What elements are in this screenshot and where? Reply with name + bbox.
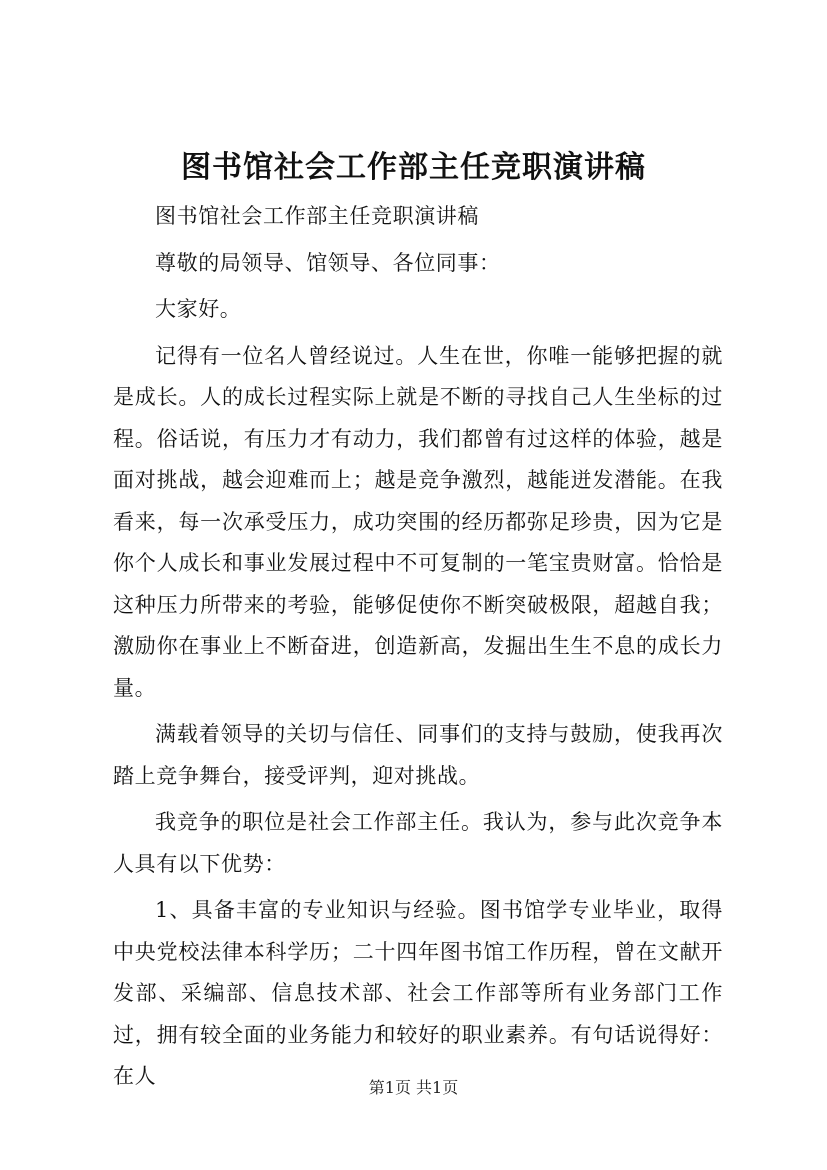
document-title: 图书馆社会工作部主任竞职演讲稿 (181, 150, 646, 185)
paragraph-salutation: 尊敬的局领导、馆领导、各位同事： (155, 250, 501, 275)
paragraph-greeting: 大家好。 (155, 297, 242, 321)
paragraph-body: 我竞争的职位是社会工作部主任。我认为，参与此次竞争本人具有以下优势： (113, 810, 723, 876)
page-footer: 第1页 共1页 (368, 1078, 459, 1097)
document-body (113, 196, 723, 1103)
paragraph-body: 记得有一位名人曾经说过。人生在世，你唯一能够把握的就是成长。人的成长过程实际上就是不断的寻找自己人生坐标的过程。俗话说，有压力才有动力，我们都曾有过这样的体验，越是面对挑战，越会迎难而上；越是竞争激烈，越能迸发潜能。在我看来，每一次承受压力，成功突围的经历都弥足珍贵，因为它是你个人成长和事业发展过程中不可复制的一笔宝贵财富。恰恰是这种压力所带来的考验，能够促使你不断突破极限，超越自我；激励你在事业上不断奋进，创造新高，发掘出生生不息的成长力量。 (113, 343, 723, 700)
paragraph-body: 满载着领导的关切与信任、同事们的支持与鼓励，使我再次踏上竞争舞台，接受评判，迎对挑战。 (113, 722, 723, 788)
paragraph-subtitle: 图书馆社会工作部主任竞职演讲稿 (155, 204, 479, 228)
paragraph-body: 1、具备丰富的专业知识与经验。图书馆学专业毕业，取得中央党校法律本科学历；二十四年图书馆工作历程，曾在文献开发部、采编部、信息技术部、社会工作部等所有业务部门工作过，拥有较全面的业务能力和较好的职业素养。有句话说得好：在人 (113, 898, 723, 1088)
